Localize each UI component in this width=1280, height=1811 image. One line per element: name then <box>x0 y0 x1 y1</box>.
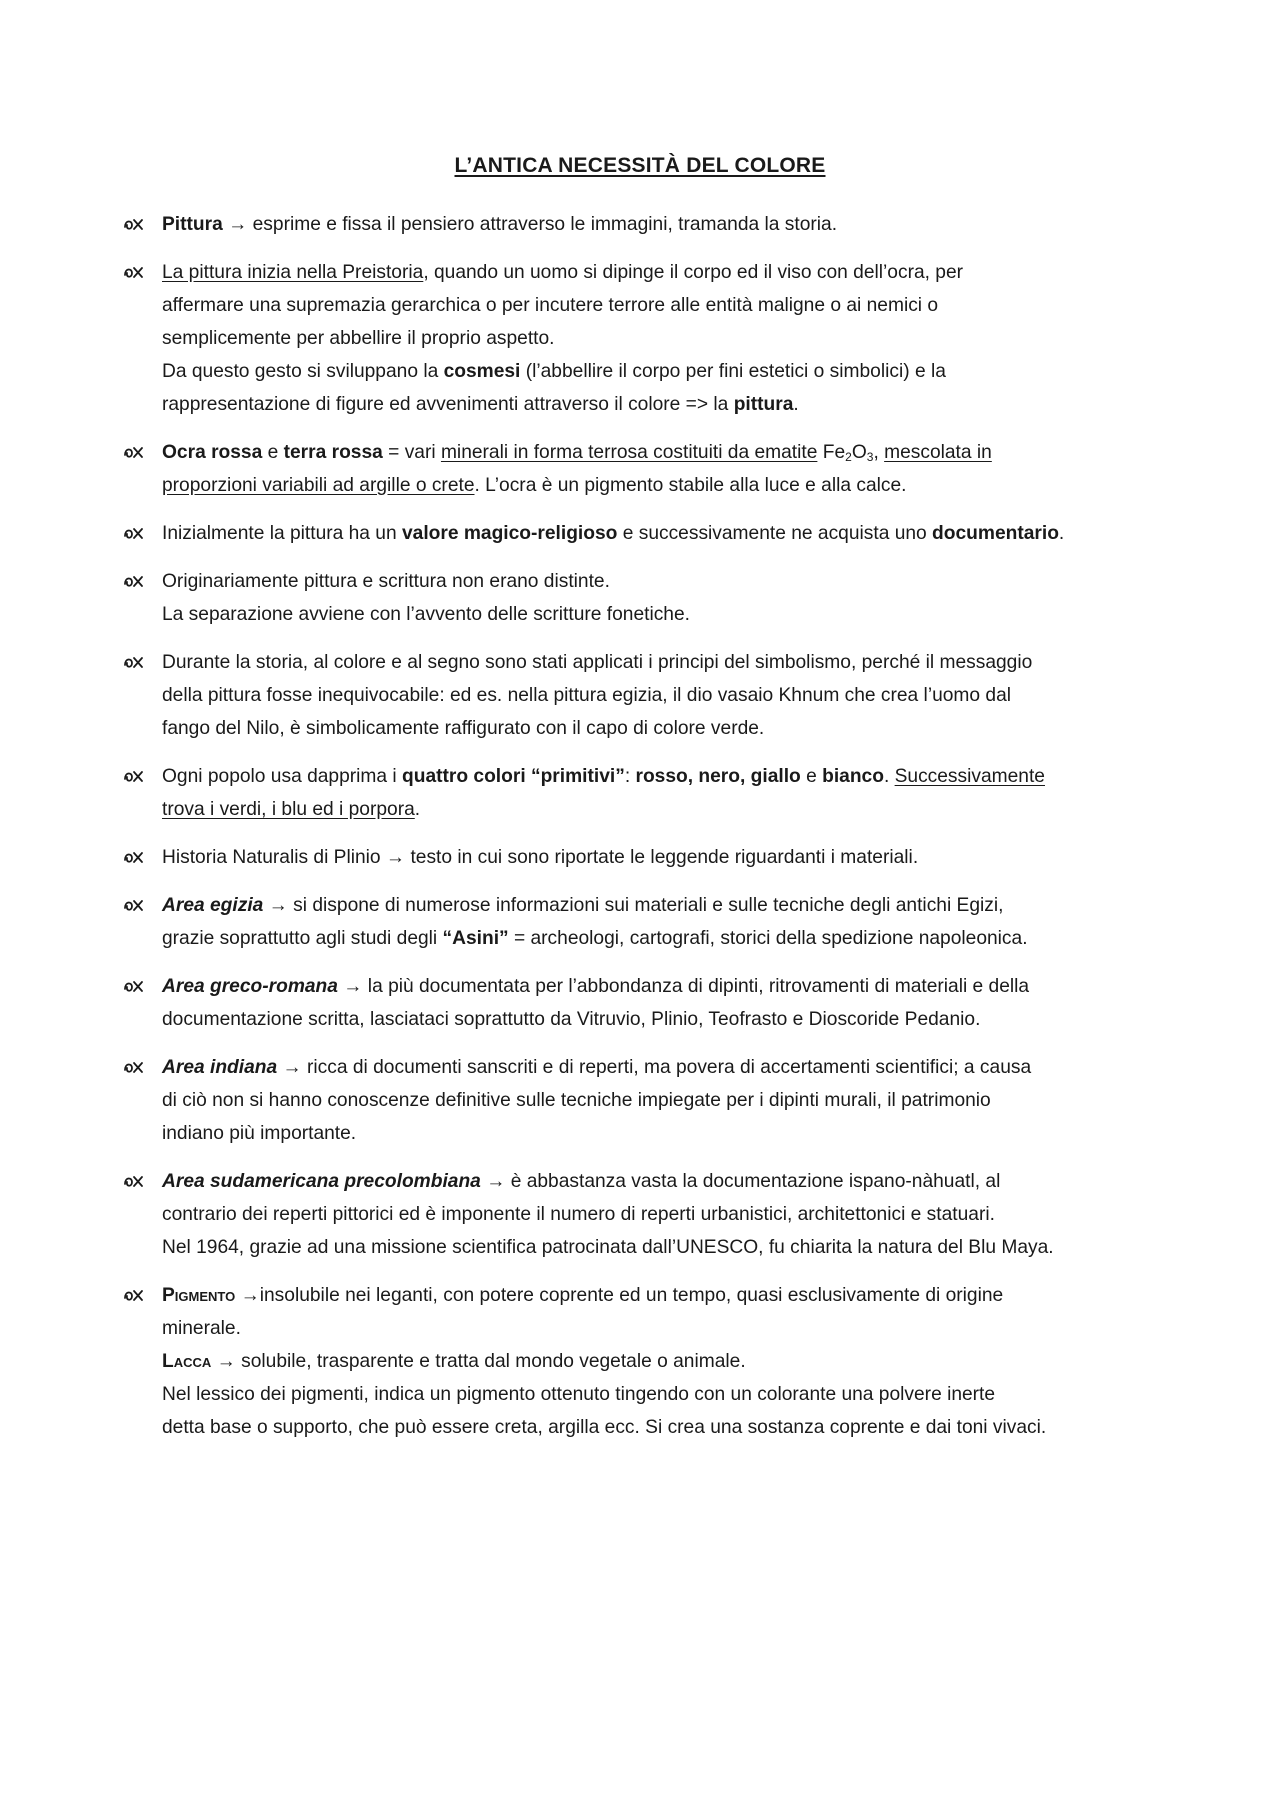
text-segment: = archeologi, cartografi, storici della spedizione napoleonica. <box>508 928 1028 949</box>
text-segment: . <box>883 766 895 787</box>
list-item <box>122 1051 1182 1150</box>
text-segment: Ogni popolo usa dapprima i <box>162 766 402 787</box>
text-segment: (l’abbellire il corpo per fini estetici o simbolici) e la <box>520 361 946 382</box>
text-segment: bianco <box>822 766 884 787</box>
text-segment: . L’ocra è un pigmento stabile alla luce e alla calce. <box>474 475 907 496</box>
text-segment: fango del Nilo, è simbolicamente raffigurato con il capo di colore verde. <box>162 718 765 739</box>
text-segment: 3 <box>866 450 874 464</box>
text-segment: Inizialmente la pittura ha un <box>162 523 402 544</box>
text-segment: grazie soprattutto agli studi degli <box>162 928 443 949</box>
text-segment: Fe <box>817 442 846 463</box>
text-line <box>162 598 1182 631</box>
text-segment: documentazione scritta, lasciataci soprattutto da Vitruvio, Plinio, Teofrasto e Dioscoride Pedanio. <box>162 1009 981 1030</box>
text-line <box>162 565 1182 598</box>
text-line <box>162 289 1182 322</box>
text-segment: e <box>262 442 284 463</box>
bullet-icon <box>122 889 152 922</box>
text-segment: Originariamente pittura e scrittura non erano distinte. <box>162 571 610 592</box>
list-item <box>122 841 1182 874</box>
text-line <box>162 712 1182 745</box>
text-line <box>162 646 1182 679</box>
bullet-icon <box>122 646 152 679</box>
text-segment: indiano più importante. <box>162 1123 357 1144</box>
text-segment: → esprime e fissa il pensiero attraverso le immagini, tramanda la storia. <box>222 214 838 235</box>
list-item <box>122 889 1182 955</box>
text-segment: Successivamente <box>894 766 1045 787</box>
text-segment: → è abbastanza vasta la documentazione ispano-nàhuatl, al <box>480 1171 1001 1192</box>
bullet-icon <box>122 1279 152 1312</box>
bullet-icon <box>122 970 152 1003</box>
text-segment: quattro colori “primitivi” <box>402 766 625 787</box>
text-segment: . <box>793 394 799 415</box>
text-segment: affermare una supremazia gerarchica o per incutere terrore alle entità maligne o ai nemici o <box>162 295 939 316</box>
bullet-icon <box>122 517 152 550</box>
list-item <box>122 517 1182 550</box>
text-segment: : <box>624 766 636 787</box>
text-segment: → solubile, trasparente e tratta dal mondo vegetale o animale. <box>211 1351 746 1372</box>
text-segment: , quando un uomo si dipinge il corpo ed il viso con dell’ocra, per <box>423 262 964 283</box>
text-segment: terra rossa <box>283 442 383 463</box>
text-line <box>162 793 1182 826</box>
text-line <box>162 256 1182 289</box>
text-segment: , <box>873 442 885 463</box>
text-segment: Pittura <box>162 214 223 235</box>
text-line <box>162 388 1182 421</box>
text-line <box>162 1117 1182 1150</box>
text-segment: documentario <box>932 523 1059 544</box>
text-line <box>162 1084 1182 1117</box>
text-segment: O <box>851 442 867 463</box>
text-segment: Durante la storia, al colore e al segno sono stati applicati i principi del simbolismo, perché il messaggio <box>162 652 1033 673</box>
text-segment: Lacca <box>162 1351 212 1372</box>
text-segment: = vari <box>382 442 441 463</box>
text-line <box>162 355 1182 388</box>
text-segment: Ocra rossa <box>162 442 263 463</box>
text-segment: rosso, nero, giallo <box>635 766 801 787</box>
text-segment: minerale. <box>162 1318 241 1339</box>
text-line <box>162 1279 1182 1312</box>
text-segment: Area sudamericana precolombiana <box>162 1171 481 1192</box>
text-line <box>162 922 1182 955</box>
text-segment: → ricca di documenti sanscriti e di reperti, ma povera di accertamenti scientifici; a causa <box>277 1057 1032 1078</box>
page-title: L’ANTICA NECESSITÀ DEL COLORE <box>454 154 826 177</box>
text-segment: 2 <box>845 450 852 464</box>
text-segment: proporzioni variabili ad argille o crete <box>162 475 475 496</box>
text-segment: Area indiana <box>162 1057 278 1078</box>
bullet-icon <box>122 256 152 289</box>
text-line <box>162 1411 1182 1444</box>
text-segment: mescolata in <box>884 442 992 463</box>
text-line <box>162 1378 1182 1411</box>
text-line <box>162 1231 1182 1264</box>
text-segment: → la più documentata per l’abbondanza di dipinti, ritrovamenti di materiali e della <box>337 976 1030 997</box>
list-item <box>122 646 1182 745</box>
text-segment: rappresentazione di figure ed avvenimenti attraverso il colore => la <box>162 394 734 415</box>
list-item <box>122 436 1182 502</box>
text-segment: semplicemente per abbellire il proprio aspetto. <box>162 328 555 349</box>
text-segment: → si dispone di numerose informazioni sui materiali e sulle tecniche degli antichi Egizi, <box>263 895 1004 916</box>
text-line <box>162 1312 1182 1345</box>
list-item <box>122 565 1182 631</box>
text-segment: Historia Naturalis di Plinio → testo in cui sono riportate le leggende riguardanti i materiali. <box>162 847 919 868</box>
text-segment: . <box>414 799 421 820</box>
text-segment: trova i verdi, i blu ed i porpora <box>162 799 415 820</box>
text-segment: e successivamente ne acquista uno <box>617 523 933 544</box>
text-segment: . <box>1058 523 1065 544</box>
text-line <box>162 841 1182 874</box>
text-segment: di ciò non si hanno conoscenze definitive sulle tecniche impiegate per i dipinti murali, il patrimonio <box>162 1090 991 1111</box>
text-line <box>162 1003 1182 1036</box>
text-line <box>162 889 1182 922</box>
text-segment: valore magico-religioso <box>401 523 618 544</box>
text-line <box>162 1198 1182 1231</box>
list-item <box>122 1279 1182 1444</box>
bullet-icon <box>122 1051 152 1084</box>
text-line <box>162 1165 1182 1198</box>
text-line <box>162 208 1182 241</box>
bullet-icon <box>122 565 152 598</box>
text-segment: Nel lessico dei pigmenti, indica un pigmento ottenuto tingendo con un colorante una polvere inerte <box>162 1384 996 1405</box>
text-segment: cosmesi <box>443 361 521 382</box>
text-segment: Da questo gesto si sviluppano la <box>162 361 444 382</box>
bullet-list <box>122 208 1182 1444</box>
text-line <box>162 760 1182 793</box>
text-line <box>162 1051 1182 1084</box>
bullet-icon <box>122 1165 152 1198</box>
text-line <box>162 970 1182 1003</box>
text-segment: Area greco-romana <box>162 976 338 997</box>
text-line <box>162 1345 1182 1378</box>
list-item <box>122 970 1182 1036</box>
text-segment: detta base o supporto, che può essere creta, argilla ecc. Si crea una sostanza coprente e dai toni vivaci. <box>162 1417 1047 1438</box>
text-segment: contrario dei reperti pittorici ed è imponente il numero di reperti urbanistici, architettonici e statuari. <box>162 1204 995 1225</box>
text-segment: Nel 1964, grazie ad una missione scientifica patrocinata dall’UNESCO, fu chiarita la natura del Blu Maya. <box>162 1237 1054 1258</box>
text-segment: Pigmento <box>162 1285 236 1306</box>
list-item <box>122 256 1182 421</box>
bullet-icon <box>122 436 152 469</box>
text-segment: La separazione avviene con l’avvento delle scritture fonetiche. <box>162 604 690 625</box>
text-segment: Area egizia <box>162 895 264 916</box>
list-item <box>122 208 1182 241</box>
text-line <box>162 322 1182 355</box>
bullet-icon <box>122 841 152 874</box>
text-line <box>162 436 1182 469</box>
text-segment: pittura <box>733 394 794 415</box>
text-line <box>162 517 1182 550</box>
text-segment: della pittura fosse inequivocabile: ed es. nella pittura egizia, il dio vasaio Khnum che crea l’uomo dal <box>162 685 1012 706</box>
text-segment: La pittura inizia nella Preistoria <box>162 262 424 283</box>
list-item <box>122 1165 1182 1264</box>
text-line <box>162 469 1182 502</box>
text-segment: →insolubile nei leganti, con potere coprente ed un tempo, quasi esclusivamente di origine <box>235 1285 1004 1306</box>
list-item <box>122 760 1182 826</box>
text-segment: “Asini” <box>442 928 509 949</box>
bullet-icon <box>122 760 152 793</box>
text-line <box>162 679 1182 712</box>
text-segment: minerali in forma terrosa costituiti da ematite <box>440 442 818 463</box>
bullet-icon <box>122 208 152 241</box>
text-segment: e <box>800 766 823 787</box>
